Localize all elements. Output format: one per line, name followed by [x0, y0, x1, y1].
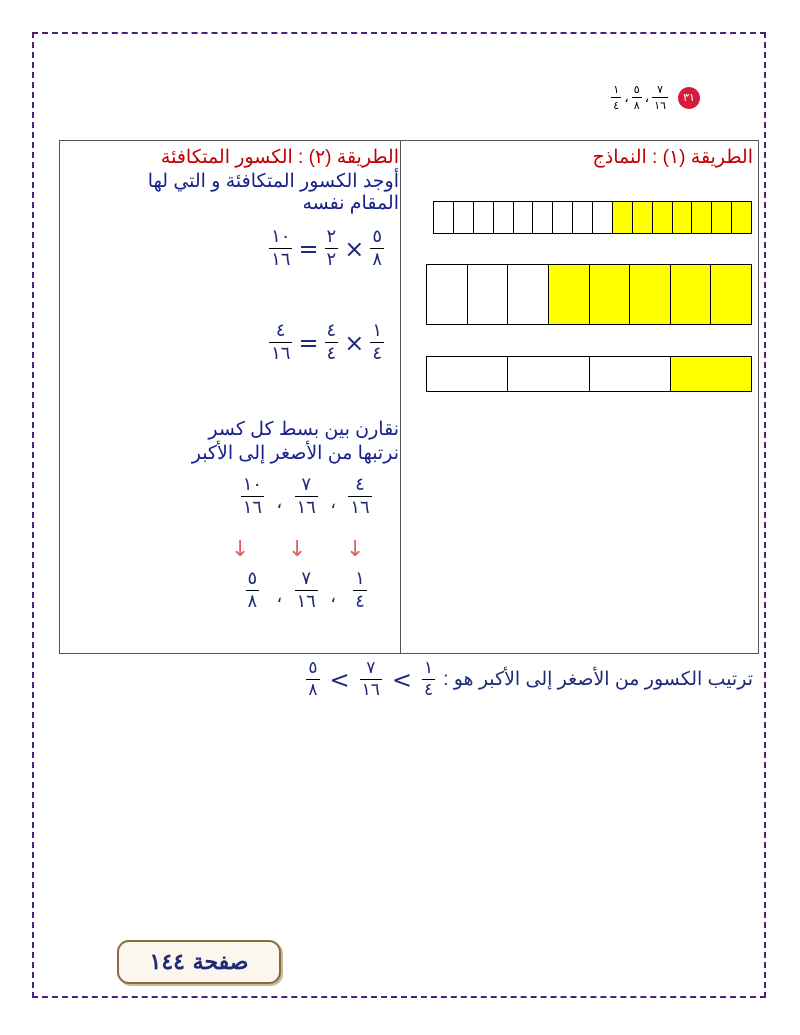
fraction: $\frac{١٠}{١٦}$ [271, 226, 291, 270]
model-cell [453, 202, 473, 233]
problem-fraction: $\frac{٥}{٨}$ [633, 83, 640, 112]
fraction: $\frac{٥}{٨}$ [372, 226, 382, 270]
model-bar-eighths [426, 264, 752, 325]
conclusion [306, 660, 753, 699]
separator: ، [644, 89, 650, 106]
model-cell [629, 265, 670, 324]
ordered-sixteenths [236, 476, 376, 517]
times-sign: × [344, 328, 365, 357]
model-cell [513, 202, 533, 233]
less-than-sign: < [329, 665, 350, 694]
model-cell [507, 265, 548, 324]
model-cell [467, 265, 508, 324]
times-sign: × [344, 234, 365, 263]
equals-sign: = [298, 328, 319, 357]
method2-title: الطريقة (٢) : الكسور المتكافئة [160, 147, 399, 168]
model-cell [507, 357, 588, 391]
page-number-box [117, 940, 281, 984]
fraction: $\frac{٥}{٨}$ [247, 568, 258, 612]
equation-1 [269, 228, 384, 269]
model-cell [592, 202, 612, 233]
model-cell [552, 202, 572, 233]
less-than-sign: < [391, 665, 413, 694]
problem-fraction: $\frac{٧}{١٦}$ [654, 83, 666, 112]
fraction: $\frac{٥}{٨}$ [308, 658, 318, 700]
problem-number-badge [678, 87, 700, 109]
down-arrow-icon: ↓ [288, 537, 307, 562]
fraction: $\frac{٤}{٤}$ [326, 320, 337, 364]
model-cell [711, 202, 731, 233]
model-cell [710, 265, 751, 324]
model-cell [691, 202, 711, 233]
equation-2 [269, 322, 384, 363]
model-cell [572, 202, 592, 233]
comma: ، [330, 586, 336, 607]
model-cell [672, 202, 692, 233]
model-cell [493, 202, 513, 233]
fraction: $\frac{٢}{٢}$ [326, 226, 337, 270]
model-cell [589, 265, 630, 324]
model-cell [434, 202, 453, 233]
model-cell [427, 265, 467, 324]
problem-fractions [611, 84, 668, 111]
fraction: $\frac{٤}{١٦}$ [271, 320, 291, 364]
model-cell [670, 265, 711, 324]
comma: ، [276, 586, 283, 607]
method1-title: الطريقة (١) : النماذج [592, 147, 753, 168]
model-cell [632, 202, 652, 233]
model-cell [612, 202, 632, 233]
page-number: صفحة ١٤٤ [149, 949, 249, 975]
method2-instruction-line1: أوجد الكسور المتكافئة و التي لها [147, 171, 399, 192]
model-cell [589, 357, 670, 391]
compare-line2: نرتبها من الأصغر إلى الأكبر [191, 443, 399, 464]
problem-header [611, 84, 700, 111]
conclusion-text: ترتيب الكسور من الأصغر إلى الأكبر هو : [443, 669, 753, 690]
fraction: $\frac{٧}{١٦}$ [296, 474, 316, 518]
model-cell [731, 202, 751, 233]
equals-sign: = [298, 234, 319, 263]
fraction: $\frac{٤}{١٦}$ [350, 474, 370, 518]
down-arrow-icon: ↓ [346, 537, 365, 562]
fraction: $\frac{١}{٤}$ [424, 658, 434, 700]
method2-instruction-line2: المقام نفسه [302, 193, 399, 214]
model-bar-sixteenths [433, 201, 752, 234]
comma: ، [330, 492, 336, 513]
column-divider [400, 141, 401, 653]
problem-number: ٣١ [683, 91, 695, 104]
fraction: $\frac{٧}{١٦}$ [361, 658, 380, 700]
comma: ، [276, 492, 283, 513]
model-bar-fourths [426, 356, 752, 392]
model-cell [670, 357, 751, 391]
fraction: $\frac{١٠}{١٦}$ [242, 474, 263, 518]
fraction: $\frac{١}{٤}$ [372, 320, 382, 364]
down-arrow-icon: ↓ [231, 537, 250, 562]
fraction: $\frac{١}{٤}$ [355, 568, 365, 612]
model-cell [548, 265, 589, 324]
model-cell [532, 202, 552, 233]
ordered-original [236, 570, 376, 611]
model-cell [473, 202, 493, 233]
separator: ، [624, 89, 629, 106]
problem-fraction: $\frac{١}{٤}$ [613, 83, 620, 112]
fraction: $\frac{٧}{١٦}$ [296, 568, 316, 612]
compare-line1: نقارن بين بسط كل كسر [208, 419, 399, 440]
model-cell [652, 202, 672, 233]
model-cell [427, 357, 507, 391]
